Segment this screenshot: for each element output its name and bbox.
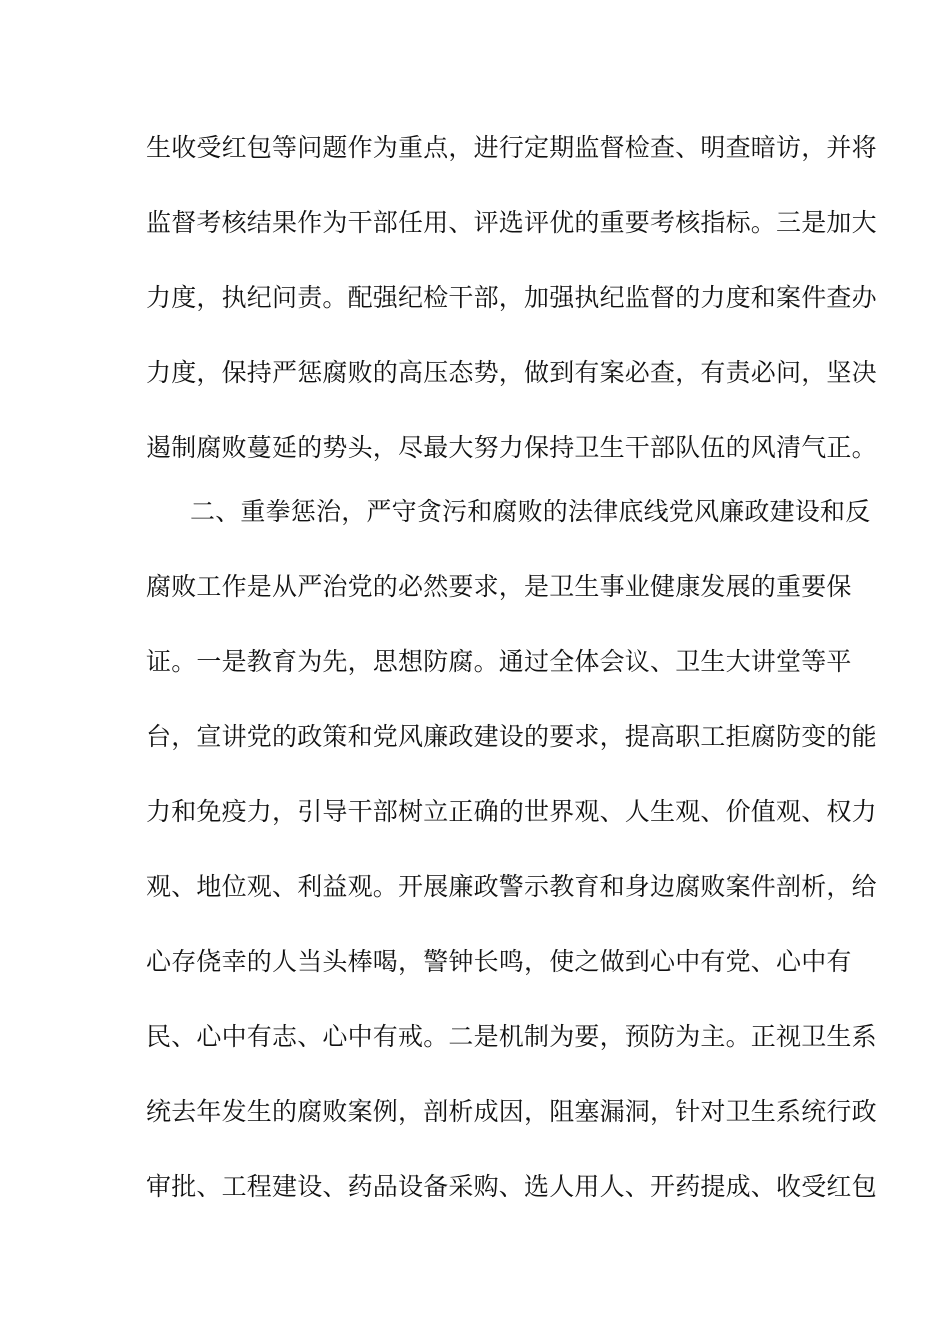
text-line: 台，宣讲党的政策和党风廉政建设的要求，提高职工拒腐防变的能	[146, 722, 877, 751]
text-line: 证。一是教育为先，思想防腐。通过全体会议、卫生大讲堂等平	[146, 647, 852, 676]
text-line: 力度，执纪问责。配强纪检干部，加强执纪监督的力度和案件查办	[146, 283, 877, 312]
text-line: 遏制腐败蔓延的势头，尽最大努力保持卫生干部队伍的风清气正。	[146, 433, 877, 462]
text-line: 生收受红包等问题作为重点，进行定期监督检查、明查暗访，并将	[146, 133, 877, 162]
text-line: 民、心中有志、心中有戒。二是机制为要，预防为主。正视卫生系	[146, 1022, 877, 1051]
text-line: 统去年发生的腐败案例，剖析成因，阻塞漏洞，针对卫生系统行政	[146, 1097, 877, 1126]
text-line: 力和免疫力，引导干部树立正确的世界观、人生观、价值观、权力	[146, 797, 877, 826]
text-line: 力度，保持严惩腐败的高压态势，做到有案必查，有责必问，坚决	[146, 358, 877, 387]
text-line: 观、地位观、利益观。开展廉政警示教育和身边腐败案件剖析，给	[146, 872, 877, 901]
text-line: 审批、工程建设、药品设备采购、选人用人、开药提成、收受红包	[146, 1172, 877, 1201]
text-line: 心存侥幸的人当头棒喝，警钟长鸣，使之做到心中有党、心中有	[146, 947, 852, 976]
text-line: 腐败工作是从严治党的必然要求，是卫生事业健康发展的重要保	[146, 572, 852, 601]
text-line: 监督考核结果作为干部任用、评选评优的重要考核指标。三是加大	[146, 208, 877, 237]
paragraph-start-line: 二、重拳惩治，严守贪污和腐败的法律底线党风廉政建设和反	[190, 497, 871, 526]
